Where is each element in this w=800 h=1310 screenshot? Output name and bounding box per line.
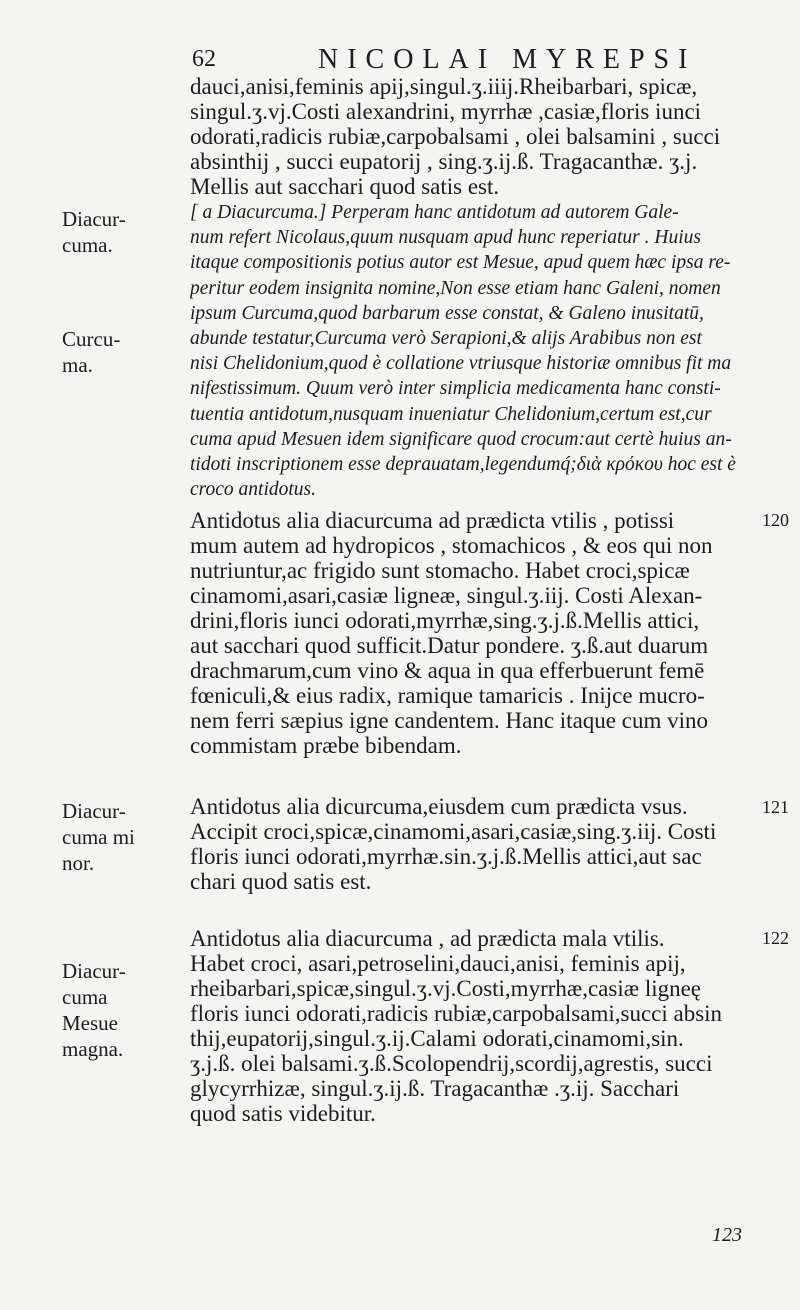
- margin-line: cuma mi: [62, 825, 135, 849]
- text-line: tidoti inscriptionem esse deprauatam,legendumq́;διὰ κρόκου hoc est è: [190, 453, 736, 475]
- margin-line: Diacur-: [62, 207, 126, 231]
- section-number: 122: [762, 928, 789, 948]
- margin-line: cuma: [62, 985, 108, 1009]
- text-line: Habet croci, asari,petroselini,dauci,anisi, feminis apij,: [190, 951, 686, 976]
- text-line: cinamomi,asari,casiæ ligneæ, singul.ʒ.iij. Costi Alexan-: [190, 583, 703, 608]
- text-line: cuma apud Mesuen idem significare quod crocum:aut certè huius an-: [190, 428, 732, 450]
- running-title: NICOLAI MYREPSI: [318, 44, 697, 75]
- text-line: commistam præbe bibendam.: [190, 733, 462, 758]
- text-line: drini,floris iunci odorati,myrrhæ,sing.ʒ.j.ß.Mellis attici,: [190, 608, 700, 633]
- section-number: 120: [762, 510, 789, 530]
- margin-line: Diacur-: [62, 799, 126, 823]
- recipe-121: [190, 794, 790, 894]
- text-line: nifestissimum. Quum verò inter simplicia medicamenta hanc consti-: [190, 378, 721, 400]
- margin-line: ma.: [62, 353, 93, 377]
- text-line: rheibarbari,spicæ,singul.ʒ.vj.Costi,myrrhæ,casiæ ligneę: [190, 976, 702, 1001]
- text-line: floris iunci odorati,myrrhæ.sin.ʒ.j.ß.Mellis attici,aut sac: [190, 844, 702, 869]
- page-number: 62: [192, 46, 216, 72]
- recipe-continuation: [190, 74, 790, 199]
- text-line: odorati,radicis rubiæ,carpobalsami , olei balsamini , succi: [190, 124, 721, 149]
- text-line: ipsum Curcuma,quod barbarum esse constat, & Galeno inusitatū,: [190, 302, 704, 324]
- margin-note-curcuma: [62, 326, 120, 378]
- text-line: aut sacchari quod sufficit.Datur pondere. ʒ.ß.aut duarum: [190, 633, 709, 658]
- text-line: quod satis videbitur.: [190, 1101, 376, 1126]
- text-line: chari quod satis est.: [190, 869, 372, 894]
- text-line: num refert Nicolaus,quum nusquam apud hunc reperiatur . Huius: [190, 227, 701, 249]
- recipe-122: [190, 926, 790, 1126]
- text-line: glycyrrhizæ, singul.ʒ.ij.ß. Tragacanthæ .ʒ.ij. Sacchari: [190, 1076, 680, 1101]
- text-line: tuentia antidotum,nusquam inueniatur Chelidonium,certum est,cur: [190, 403, 712, 425]
- text-line: croco antidotus.: [190, 479, 317, 501]
- text-line: nisi Chelidonium,quod è collatione vtriusque historiæ omnibus fit ma: [190, 353, 732, 375]
- recipe-120: [190, 508, 790, 758]
- margin-line: Diacur-: [62, 959, 126, 983]
- text-line: singul.ʒ.vj.Costi alexandrini, myrrhæ ,casiæ,floris iunci: [190, 99, 702, 124]
- margin-line: Mesue: [62, 1011, 118, 1035]
- text-line: ʒ.j.ß. olei balsami.ʒ.ß.Scolopendrij,scordij,agrestis, succi: [190, 1051, 713, 1076]
- text-line: fœniculi,& eius radix, ramique tamaricis . Inijce mucro-: [190, 683, 705, 708]
- margin-line: cuma.: [62, 233, 113, 257]
- text-line: floris iunci odorati,radicis rubiæ,carpobalsami,succi absin: [190, 1001, 723, 1026]
- margin-line: magna.: [62, 1037, 124, 1061]
- text-line: nutriuntur,ac frigido sunt stomacho. Habet croci,spicæ: [190, 558, 690, 583]
- text-line: itaque compositionis potius autor est Mesue, apud quem hæc ipsa re-: [190, 252, 731, 274]
- commentary-annotation: [190, 200, 790, 502]
- margin-note-diacurcuma-minor: [62, 798, 135, 876]
- text-line: Accipit croci,spicæ,cinamomi,asari,casiæ,sing.ʒ.iij. Costi: [190, 819, 717, 844]
- text-line: nem ferri sæpius igne candentem. Hanc itaque cum vino: [190, 708, 708, 733]
- text-line: peritur eodem insignita nomine,Non esse etiam hanc Galeni, nomen: [190, 277, 721, 299]
- section-number: 121: [762, 797, 789, 817]
- text-line: Mellis aut sacchari quod satis est.: [190, 174, 500, 199]
- text-line: Antidotus alia diacurcuma ad prædicta vtilis , potissi: [190, 508, 675, 533]
- text-line: Antidotus alia dicurcuma,eiusdem cum prædicta vsus.: [190, 794, 688, 819]
- text-line: drachmarum,cum vino & aqua in qua efferbuerunt femē: [190, 658, 705, 683]
- text-line: dauci,anisi,feminis apij,singul.ʒ.iiij.Rheibarbari, spicæ,: [190, 74, 698, 99]
- margin-line: Curcu-: [62, 327, 121, 351]
- catchword: 123: [712, 1224, 742, 1246]
- text-line: abunde testatur,Curcuma verò Serapioni,& alijs Arabibus non est: [190, 327, 702, 349]
- text-line: thij,eupatorij,singul.ʒ.ij.Calami odorati,cinamomi,sin.: [190, 1026, 684, 1051]
- text-line: mum autem ad hydropicos , stomachicos , & eos qui non: [190, 533, 713, 558]
- text-line: [ a Diacurcuma.] Perperam hanc antidotum ad autorem Gale-: [190, 202, 679, 223]
- text-line: Antidotus alia diacurcuma , ad prædicta mala vtilis.: [190, 926, 665, 951]
- margin-note-diacurcuma-mesue-magna: [62, 958, 126, 1062]
- margin-line: nor.: [62, 851, 95, 875]
- margin-note-diacurcuma: [62, 206, 126, 258]
- text-line: absinthij , succi eupatorij , sing.ʒ.ij.ß. Tragacanthæ. ʒ.j.: [190, 149, 698, 174]
